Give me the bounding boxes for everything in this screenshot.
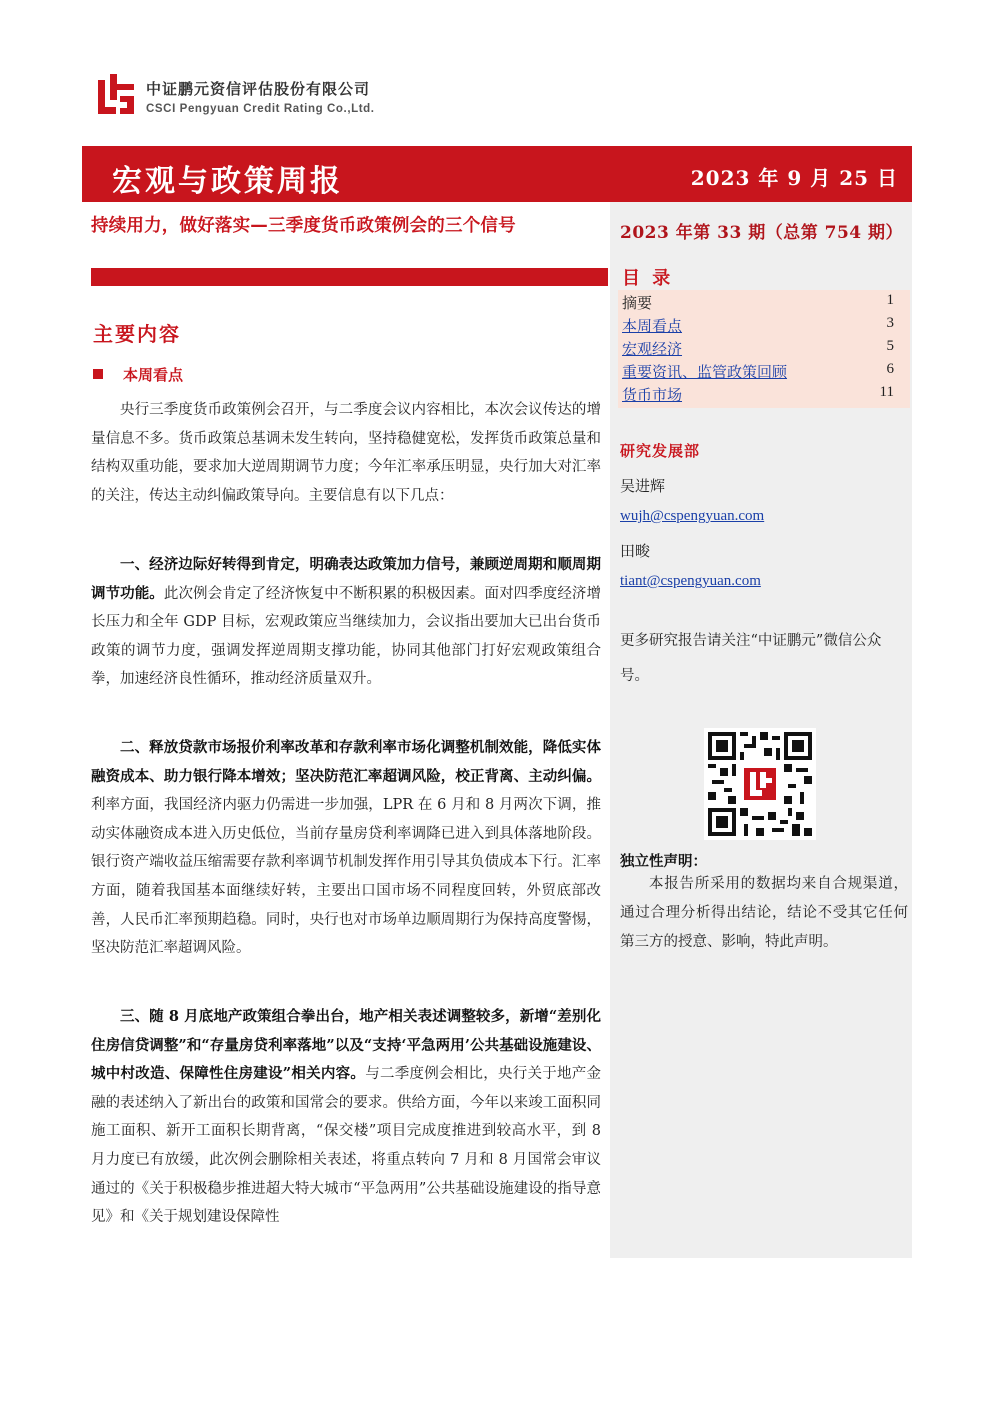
- toc-item-label[interactable]: 本周看点: [622, 317, 683, 335]
- toc-item-macro-economy[interactable]: [622, 338, 906, 360]
- divider-bar: [91, 268, 608, 286]
- company-name: [146, 78, 375, 115]
- author-email-link[interactable]: tiant@cspengyuan.com: [620, 573, 761, 589]
- point-three-body: 与二季度例会相比，央行关于地产金融的表述纳入了新出台的政策和国常会的要求。供给方面，今年以来竣工面积同施工面积、新开工面积长期背离，“保交楼”项目完成度推进到较高水平，到 8 月力度已有放缓，此次例会删除相关表述，将重点转向 7 月和 8 月国常会审议通过的《关于积极稳步推进超大特大城市“平急两用”公共基础设施建设的指导意见》和《关于规划建设保障性: [91, 1066, 602, 1226]
- company-name-en: CSCI Pengyuan Credit Rating Co.,Ltd.: [146, 103, 375, 115]
- toc-item-page: 5: [886, 338, 894, 354]
- point-one-paragraph: [91, 551, 601, 694]
- point-three-paragraph: [91, 1003, 601, 1232]
- point-one-lead: 一、经济边际好转得到肯定，明确表达政策加力信号，兼顾逆周期和顺周期调节功能。: [91, 556, 601, 602]
- toc-item-page: 6: [886, 361, 894, 377]
- section-heading: [93, 364, 183, 385]
- toc-item-label[interactable]: 货币市场: [622, 386, 683, 404]
- toc-item-label: 摘要: [622, 294, 653, 312]
- author-name: 田畯: [620, 542, 651, 560]
- wechat-note: 更多研究报告请关注“中证鹏元”微信公众号。: [620, 633, 882, 684]
- author-email-link[interactable]: wujh@cspengyuan.com: [620, 508, 765, 524]
- section-heading-label: 本周看点: [123, 366, 184, 384]
- intro-paragraph: 央行三季度货币政策例会召开，与二季度会议内容相比，本次会议传达的增量信息不多。货币政策总基调未发生转向，坚持稳健宽松，发挥货币政策总量和结构双重功能，要求加大逆周期调节力度；今年汇率承压明显，央行加大对汇率的关注，传达主动纠偏政策导向。主要信息有以下几点：: [91, 402, 601, 504]
- point-two-body: 利率方面，我国经济内驱力仍需进一步加强，LPR 在 6 月和 8 月两次下调，推动实体融资成本进入历史低位，当前存量房贷利率调降已进入到具体落地阶段。银行资产端收益压缩需要存款利率调节机制发挥作用引导其负债成本下行。汇率方面，随着我国基本面继续好转，主要出口国市场不同程度回转，外贸底部改善，人民币汇率预期趋稳。同时，央行也对市场单边顺周期行为保持高度警惕，坚决防范汇率超调风险。: [91, 797, 601, 957]
- point-two-paragraph: [91, 734, 601, 963]
- bullet-square-icon: [93, 369, 103, 379]
- point-three-lead: 三、随 8 月底地产政策组合拳出台，地产相关表述调整较多，新增“差别化住房信贷调整”和“存量房贷利率落地”以及“支持‘平急两用’公共基础设施建设、城中村改造、保障性住房建设”相关内容。: [91, 1008, 601, 1083]
- toc-title: 目 录: [622, 268, 674, 289]
- toc-item-summary: [622, 292, 906, 314]
- author-name: 吴进辉: [620, 477, 666, 495]
- toc-item-label[interactable]: 重要资讯、监管政策回顾: [622, 363, 788, 381]
- company-logo: [98, 74, 134, 114]
- main-heading: 主要内容: [93, 322, 181, 346]
- toc-item-news-policy[interactable]: [622, 361, 906, 383]
- point-one-body: 此次例会肯定了经济恢复中不断积累的积极因素。面对四季度经济增长压力和全年 GDP 目标，宏观政策应当继续加力，会议指出要加大已出台货币政策的调节力度，强调发挥逆周期支撑功能，协同其他部门打好宏观政策组合拳，加速经济良性循环，推动经济质量双升。: [91, 585, 602, 688]
- report-date: 2023 年 9 月 25 日: [690, 166, 898, 190]
- toc-item-page: 3: [886, 315, 894, 331]
- toc-item-page: 1: [886, 292, 894, 308]
- independence-statement: 本报告所采用的数据均来自合规渠道，通过合理分析得出结论，结论不受其它任何第三方的授意、影响，特此声明。: [620, 876, 908, 950]
- sidebar: [610, 202, 912, 1258]
- issue-number: 2023 年第 33 期（总第 754 期）: [620, 223, 904, 243]
- toc-item-money-market[interactable]: [622, 384, 906, 406]
- point-two-lead: 二、释放贷款市场报价利率改革和存款利率市场化调整机制效能，降低实体融资成本、助力银行降本增效；坚决防范汇率超调风险，校正背离、主动纠偏。: [91, 739, 601, 785]
- independence-title: 独立性声明：: [620, 853, 707, 870]
- qr-code-icon: [704, 728, 816, 840]
- report-title: 宏观与政策周报: [112, 164, 343, 199]
- department-name: 研究发展部: [620, 442, 701, 460]
- title-band: [82, 146, 912, 202]
- toc-item-page: 11: [879, 384, 894, 400]
- report-subtitle: 持续用力，做好落实—三季度货币政策例会的三个信号: [91, 216, 516, 236]
- toc-item-label[interactable]: 宏观经济: [622, 340, 683, 358]
- table-of-contents: [618, 290, 910, 408]
- toc-item-highlights[interactable]: [622, 315, 906, 337]
- company-name-cn: 中证鹏元资信评估股份有限公司: [146, 80, 371, 98]
